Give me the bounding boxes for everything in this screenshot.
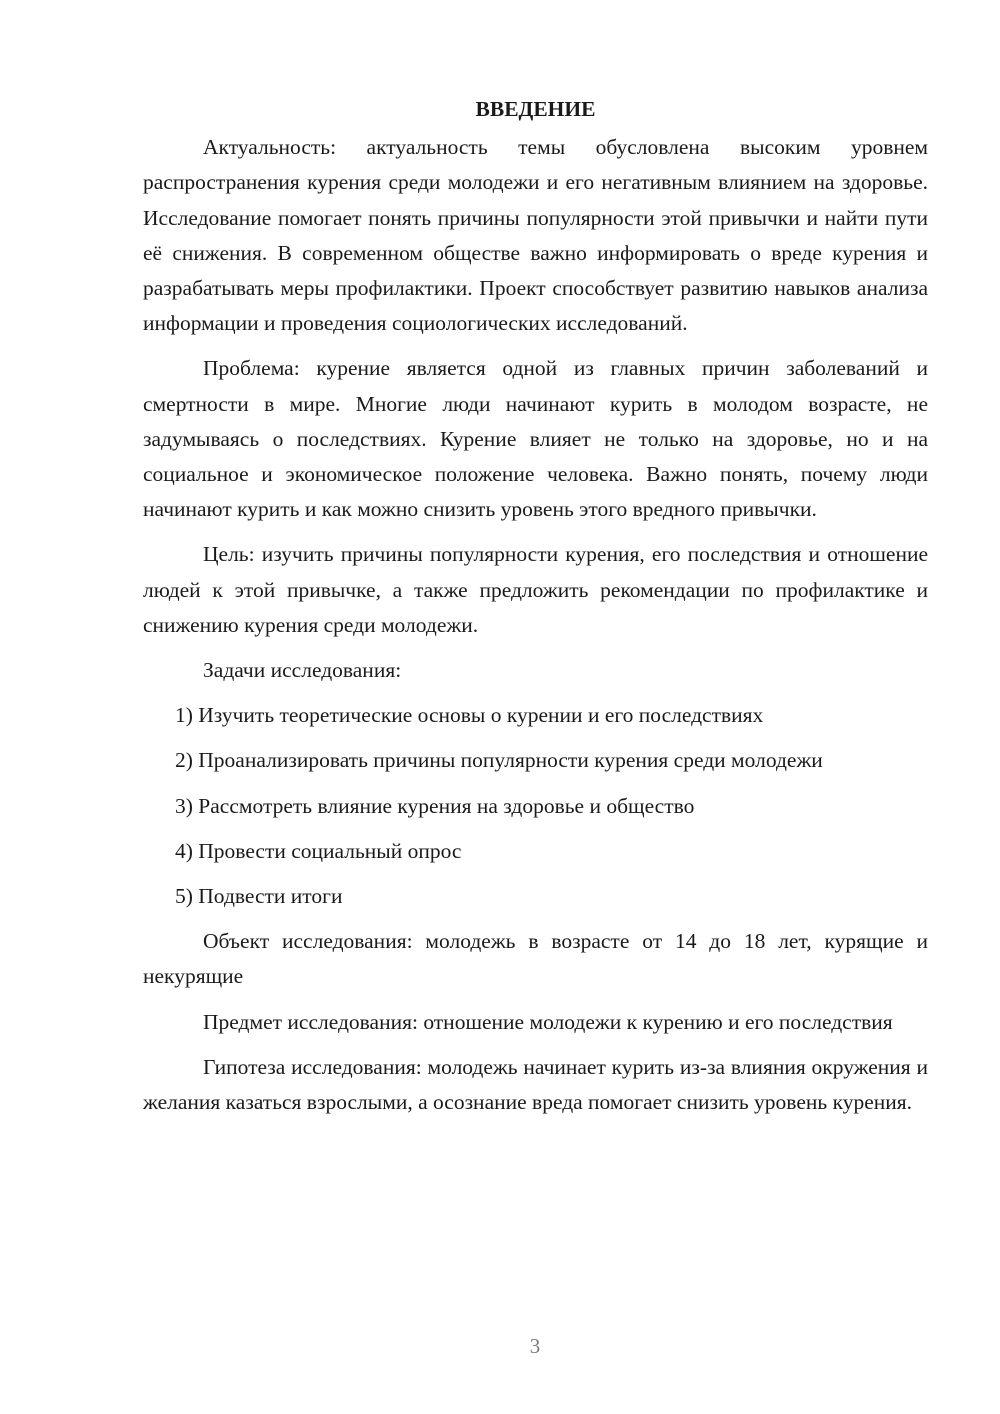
relevance-paragraph: Актуальность: актуальность темы обусловлена высоким уровнем распространения курения среди молодежи и его негативным влиянием на здоровье. Исследование помогает понять причины популярности этой привычки и найти пути её снижения. В современном обществе важно информировать о вреде курения и разрабатывать меры профилактики. Проект способствует развитию навыков анализа информации и проведения социологических исследований. [143, 135, 928, 336]
task-item: 3) Рассмотреть влияние курения на здоровье и общество [175, 793, 695, 818]
goal-paragraph: Цель: изучить причины популярности курения, его последствия и отношение людей к этой привычке, а также предложить рекомендации по профилактике и снижению курения среди молодежи. [143, 542, 928, 637]
page-number: 3 [529, 1334, 541, 1358]
subject-paragraph: Предмет исследования: отношение молодежи к курению и его последствия [203, 1009, 893, 1034]
document-body [143, 92, 928, 1130]
tasks-heading: Задачи исследования: [203, 658, 402, 683]
task-item: 4) Провести социальный опрос [175, 838, 462, 863]
hypothesis-paragraph: Гипотеза исследования: молодежь начинает курить из-за влияния окружения и желания казаться взрослыми, а осознание вреда помогает снизить уровень курения. [143, 1054, 928, 1115]
task-item: 5) Подвести итоги [175, 884, 343, 909]
task-item: 1) Изучить теоретические основы о курении и его последствиях [175, 703, 764, 728]
task-item: 2) Проанализировать причины популярности курения среди молодежи [175, 748, 823, 773]
object-paragraph: Объект исследования: молодежь в возрасте от 14 до 18 лет, курящие и некурящие [143, 929, 928, 989]
problem-paragraph: Проблема: курение является одной из главных причин заболеваний и смертности в мире. Многие люди начинают курить в молодом возрасте, не задумываясь о последствиях. Курение влияет не только на здоровье, но и на социальное и экономическое положение человека. Важно понять, почему люди начинают курить и как можно снизить уровень этого вредного привычки. [143, 356, 928, 522]
page-title: ВВЕДЕНИЕ [475, 97, 596, 121]
tasks-list [143, 698, 928, 914]
